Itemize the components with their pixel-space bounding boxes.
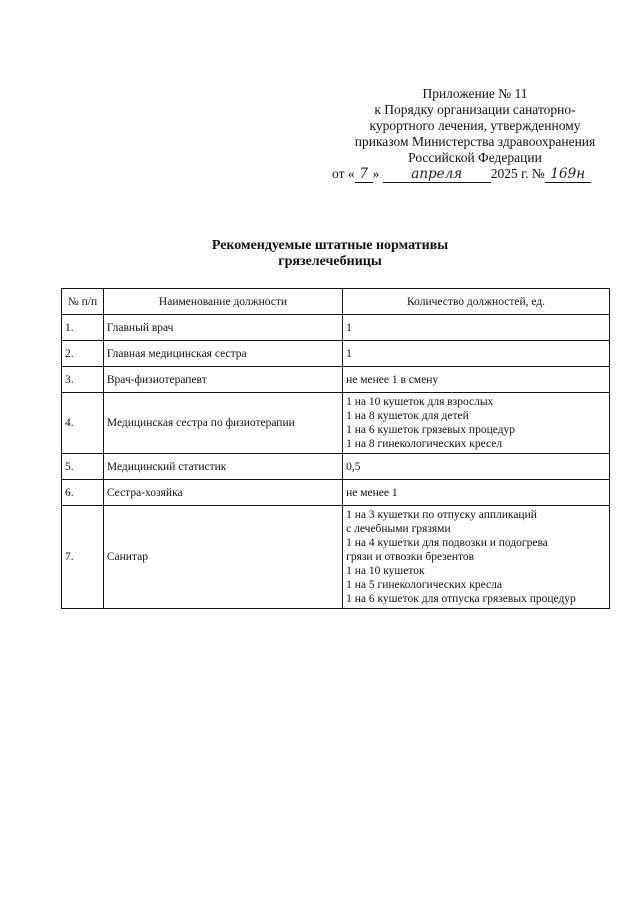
appendix-line: Российской Федерации xyxy=(408,150,542,165)
row-number: 7. xyxy=(62,506,104,609)
row-position: Медицинский статистик xyxy=(103,454,342,480)
table-row xyxy=(62,506,610,609)
title-line-1: Рекомендуемые штатные нормативы xyxy=(211,238,449,253)
count-line: 1 на 6 кушеток грязевых процедур xyxy=(346,424,516,436)
row-number: 5. xyxy=(62,454,104,480)
row-number: 2. xyxy=(62,341,104,367)
header-number: № п/п xyxy=(62,289,104,315)
row-number: 3. xyxy=(62,367,104,393)
row-position: Медицинская сестра по физиотерапии xyxy=(103,393,342,454)
row-count xyxy=(343,506,610,609)
document-title xyxy=(140,238,520,270)
count-line: 1 на 5 гинекологических кресла xyxy=(346,579,502,591)
appendix-line: Приложение № 11 xyxy=(422,86,528,101)
date-prefix: от « xyxy=(332,166,355,181)
row-count xyxy=(343,315,610,341)
row-count xyxy=(343,341,610,367)
count-line: 1 xyxy=(346,347,352,360)
appendix-line: приказом Министерства здравоохранения xyxy=(354,134,596,149)
count-line: грязи и отвозки брезентов xyxy=(346,551,475,563)
staffing-table xyxy=(61,288,610,609)
table-row xyxy=(62,480,610,506)
table-row xyxy=(62,341,610,367)
row-number: 1. xyxy=(62,315,104,341)
title-line-2: грязелечебницы xyxy=(278,254,382,269)
appendix-line: к Порядку организации санаторно- xyxy=(374,102,576,117)
count-line: 1 на 3 кушетки по отпуску аппликаций xyxy=(346,509,537,521)
year-and-number-label: 2025 г. № xyxy=(490,166,545,181)
table-row xyxy=(62,454,610,480)
count-line: 1 на 4 кушетки для подвозки и подогрева xyxy=(346,537,548,549)
order-date-line xyxy=(330,166,620,183)
count-line: 1 xyxy=(346,321,352,334)
count-line: 1 на 10 кушеток для взрослых xyxy=(346,396,494,408)
table-row xyxy=(62,393,610,454)
table-row xyxy=(62,367,610,393)
count-line: 1 на 10 кушеток xyxy=(346,565,425,577)
header-count: Количество должностей, ед. xyxy=(343,289,610,315)
row-count xyxy=(343,454,610,480)
count-line: с лечебными грязями xyxy=(346,523,451,535)
row-count xyxy=(343,480,610,506)
row-position: Санитар xyxy=(103,506,342,609)
row-count xyxy=(343,393,610,454)
count-line: 1 на 6 кушеток для отпуска грязевых процедур xyxy=(346,593,576,605)
row-position: Главная медицинская сестра xyxy=(103,341,342,367)
row-count xyxy=(343,367,610,393)
handwritten-order-number: 169н xyxy=(545,167,591,183)
count-line: 1 на 8 кушеток для детей xyxy=(346,410,469,422)
table-header-row xyxy=(62,289,610,315)
appendix-header xyxy=(330,86,620,183)
count-line: 0,5 xyxy=(346,460,361,473)
date-quote: » xyxy=(372,166,380,181)
count-line: не менее 1 в смену xyxy=(346,373,439,386)
row-number: 4. xyxy=(62,393,104,454)
header-position: Наименование должности xyxy=(103,289,342,315)
handwritten-day: 7 xyxy=(355,167,373,183)
row-position: Главный врач xyxy=(103,315,342,341)
row-position: Врач-физиотерапевт xyxy=(103,367,342,393)
row-position: Сестра-хозяйка xyxy=(103,480,342,506)
appendix-line: курортного лечения, утвержденному xyxy=(369,118,581,133)
table-row xyxy=(62,315,610,341)
row-number: 6. xyxy=(62,480,104,506)
count-line: не менее 1 xyxy=(346,486,398,499)
count-line: 1 на 8 гинекологических кресел xyxy=(346,438,503,450)
handwritten-month: апреля xyxy=(383,167,491,183)
